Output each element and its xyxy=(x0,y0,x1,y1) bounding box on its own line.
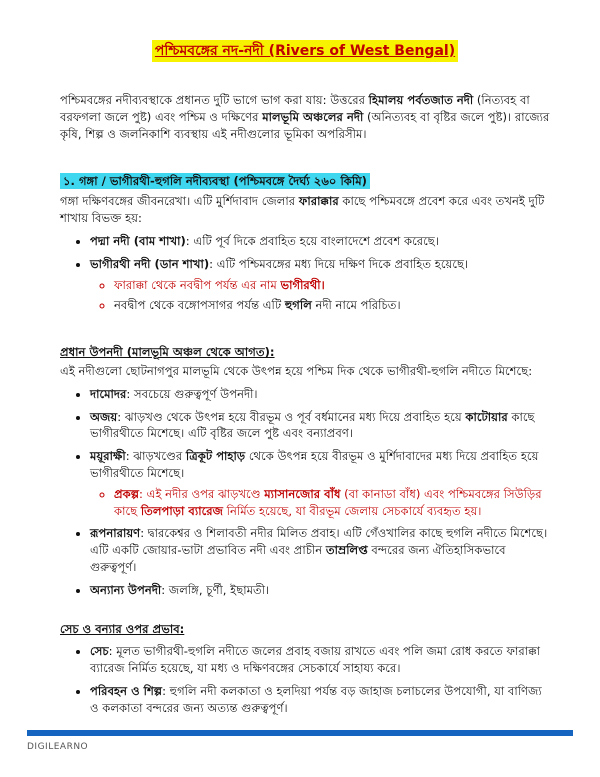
intro-paragraph: পশ্চিমবঙ্গের নদীব্যবস্থাকে প্রধানত দুটি ভাগে ভাগ করা যায়: উত্তরের হিমালয় পর্বতজাত নদী (নিত্যবহ বা বরফগলা জলে পুষ্ট) এবং পশ্চিম ও দক্ষিণের মালভূমি অঞ্চলের নদী (অনিত্যবহ বা বৃষ্টির জলে পুষ্ট)। রাজ্যের কৃষি, শিল্প ও জলনিকাশি ব্যবস্থায় এই নদীগুলোর ভূমিকা অপরিসীম। xyxy=(60,93,550,141)
section-ganga xyxy=(60,173,550,315)
sublist-item-bhagirathi-name: ◦ ফারাক্কা থেকে নবদ্বীপ পর্যন্ত এর নাম ভাগীরথী। xyxy=(114,277,550,294)
list-item-rupnarayan: • রূপনারায়ণ: দ্বারকেশ্বর ও শিলাবতী নদীর মিলিত প্রবাহ। এটি গেঁওখালির কাছে হুগলি নদীতে মিশেছে। এটি একটি জোয়ার-ভাটা প্রভাবিত নদী এবং প্রাচীন তাম্রলিপ্ত বন্দরের জন্য ঐতিহাসিকভাবে গুরুত্বপূর্ণ। xyxy=(90,525,550,575)
section-irrigation xyxy=(60,621,550,717)
section-ganga-paragraph: গঙ্গা দক্ষিণবঙ্গের জীবনরেখা। এটি মুর্শিদাবাদ জেলার ফারাক্কার কাছে পশ্চিমবঙ্গে প্রবেশ করে এবং তখনই দুটি শাখায় বিভক্ত হয়: xyxy=(60,194,545,226)
ganga-branches-list xyxy=(60,233,550,314)
footer-brand: DIGILEARNO xyxy=(27,742,89,752)
list-item-irrigation: • সেচ: মূলত ভাগীরথী-হুগলি নদীতে জলের প্রবাহ বজায় রাখতে এবং পলি জমা রোধ করতে ফারাক্কা ব্যারেজ নির্মিত হয়েছে, যা মধ্য ও দক্ষিণবঙ্গের সেচকার্যে সাহায্য করে। xyxy=(90,643,550,677)
footer-bar xyxy=(27,730,573,736)
list-item-ajay: • অজয়: ঝাড়খণ্ড থেকে উৎপন্ন হয়ে বীরভূম ও পূর্ব বর্ধমানের মধ্য দিয়ে প্রবাহিত হয়ে কাটোয়ার কাছে ভাগীরথীতে মিশেছে। এটি বৃষ্টির জলে পুষ্ট এবং বন্যাপ্রবণ। xyxy=(90,409,550,443)
sublist-item-projects: ◦ প্রকল্প: এই নদীর ওপর ঝাড়খণ্ডে ম্যাসানজোর বাঁধ (বা কানাডা বাঁধ) এবং পশ্চিমবঙ্গের সিউড়ির কাছে তিলপাড়া ব্যারেজ নির্মিত হয়েছে, যা বীরভূম জেলায় সেচকার্যে ব্যবহৃত হয়। xyxy=(114,486,550,520)
document-page xyxy=(60,40,550,717)
list-item-other-tributaries: • অন্যান্য উপনদী: জলঙ্গি, চূর্ণী, ইছামতী। xyxy=(90,582,550,599)
tributaries-list xyxy=(60,386,550,599)
mayurakshi-sublist xyxy=(90,486,550,520)
section-tributaries-intro: এই নদীগুলো ছোটনাগপুর মালভূমি থেকে উৎপন্ন হয়ে পশ্চিম দিক থেকে ভাগীরথী-হুগলি নদীতে মিশেছে: xyxy=(60,364,533,379)
section-tributaries xyxy=(60,344,550,598)
list-item-padma: • পদ্মা নদী (বাম শাখা): এটি পূর্ব দিকে প্রবাহিত হয়ে বাংলাদেশে প্রবেশ করেছে। xyxy=(90,233,550,250)
list-item-transport: • পরিবহন ও শিল্প: হুগলি নদী কলকাতা ও হলদিয়া পর্যন্ত বড় জাহাজ চলাচলের উপযোগী, যা বাণিজ্য ও কলকাতা বন্দরের জন্য অত্যন্ত গুরুত্বপূর্ণ। xyxy=(90,683,550,717)
bhagirathi-sublist xyxy=(90,277,550,315)
section-tributaries-heading: প্রধান উপনদী (মালভূমি অঞ্চল থেকে আগত): xyxy=(60,345,275,360)
sublist-item-hooghly-name: ◦ নবদ্বীপ থেকে বঙ্গোপসাগর পর্যন্ত এটি হুগলি নদী নামে পরিচিত। xyxy=(114,297,550,314)
list-item-damodar: • দামোদর: সবচেয়ে গুরুত্বপূর্ণ উপনদী। xyxy=(90,386,550,403)
section-irrigation-heading: সেচ ও বন্যার ওপর প্রভাব: xyxy=(60,621,185,636)
himalayan-rivers-term: হিমালয় পর্বতজাত নদী xyxy=(368,93,474,108)
plateau-rivers-term: মালভূমি অঞ্চলের নদী xyxy=(262,110,364,125)
page-title: পশ্চিমবঙ্গের নদ-নদী (Rivers of West Bengal) xyxy=(152,40,458,62)
list-item-mayurakshi: • ময়ূরাক্ষী: ঝাড়খণ্ডের ত্রিকূট পাহাড় থেকে উৎপন্ন হয়ে বীরভূম ও মুর্শিদাবাদের মধ্য দিয়ে প্রবাহিত হয়ে ভাগীরথীতে মিশেছে। ◦ প্রকল্প: এই নদীর ওপর ঝাড়খণ্ডে ম্যাসানজোর বাঁধ (বা কানাডা বাঁধ) এবং পশ্চিমবঙ্গের সিউড়ির কাছে তিলপাড়া ব্যারেজ নির্মিত হয়েছে, যা বীরভূম জেলায় সেচকার্যে ব্যবহৃত হয়। xyxy=(90,448,550,519)
title-wrap xyxy=(60,40,550,62)
irrigation-list xyxy=(60,643,550,716)
section-ganga-heading: ১. গঙ্গা / ভাগীরথী-হুগলি নদীব্যবস্থা (পশ্চিমবঙ্গে দৈর্ঘ্য ২৬০ কিমি) xyxy=(60,173,370,190)
list-item-bhagirathi: • ভাগীরথী নদী (ডান শাখা): এটি পশ্চিমবঙ্গের মধ্য দিয়ে দক্ষিণ দিকে প্রবাহিত হয়েছে। ◦ ফারাক্কা থেকে নবদ্বীপ পর্যন্ত এর নাম ভাগীরথী। ◦ নবদ্বীপ থেকে বঙ্গোপসাগর পর্যন্ত এটি হুগলি নদী নামে পরিচিত। xyxy=(90,256,550,314)
